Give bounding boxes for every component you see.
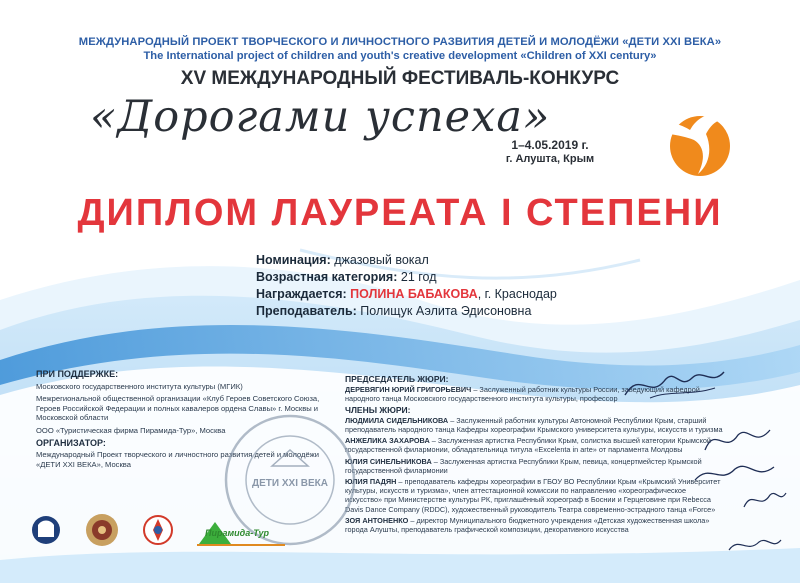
support-item: Московского государственного института культуры (МГИК): [36, 381, 243, 391]
age-label: Возрастная категория:: [256, 270, 398, 284]
age-value: 21 год: [400, 270, 437, 284]
support-heading: ПРИ ПОДДЕРЖКЕ:: [36, 369, 119, 379]
emblem-logo: [144, 516, 172, 544]
jury-member: [345, 436, 725, 454]
heroes-club-logo: [86, 514, 118, 546]
stamp-text: ДЕТИ XXI ВЕКА: [252, 478, 328, 489]
nomination-label: Номинация:: [256, 253, 331, 267]
signature-member: [740, 485, 790, 515]
awardee-name: ПОЛИНА БАБАКОВА: [350, 287, 478, 301]
awardee-city: , г. Краснодар: [477, 287, 557, 301]
jury-member: [345, 457, 725, 475]
jury-member-name: ЗОЯ АНТОНЕНКО: [345, 515, 409, 525]
jury-member: [345, 477, 725, 514]
organizer-heading: ОРГАНИЗАТОР:: [36, 437, 106, 448]
support-item: ООО «Туристическая фирма Пирамида-Тур», Москва: [36, 425, 226, 435]
teacher-value: Полищук Аэлита Эдисоновна: [360, 304, 532, 318]
awardee-row: [256, 286, 696, 303]
nomination-row: [256, 252, 696, 269]
teacher-row: [256, 303, 696, 320]
jury-chair-name: ДЕРЕВЯГИН ЮРИЙ ГРИГОРЬЕВИЧ: [345, 385, 472, 395]
piramida-tur-label: Пирамида-Тур: [205, 528, 269, 538]
jury-member-name: ЮЛИЯ СИНЕЛЬНИКОВА: [345, 456, 432, 466]
festival-date: 1–4.05.2019 г.: [511, 138, 589, 152]
signature-member: [725, 530, 785, 560]
age-row: [256, 269, 696, 286]
festival-title: XV МЕЖДУНАРОДНЫЙ ФЕСТИВАЛЬ-КОНКУРС: [180, 68, 620, 89]
project-title-ru: МЕЖДУНАРОДНЫЙ ПРОЕКТ ТВОРЧЕСКОГО И ЛИЧНОСТНОГО РАЗВИТИЯ ДЕТЕЙ И МОЛОДЁЖИ «ДЕТИ XXI ВЕКА»: [78, 36, 722, 48]
jury-member-desc: – Заслуженный работник культуры Автономной Республики Крым, старший преподаватель народного танца Кафедры хореографии Крымского университета культуры, искусств и туризма: [345, 415, 723, 435]
jury-member-desc: – преподаватель кафедры хореографии в ГБОУ ВО Республики Крым «Крымский Университет культуры, искусств и туризма», член аттестационной комиссии по направлению «хореографическое искусство» при Министерстве культуры РК, приглашённый хореограф в Боснии и Герцеговине при Rebecca Davis Dance Company (RDDC), художественный руководитель Театра современно-эстрадного танца «Force»: [345, 477, 721, 514]
project-title-en: The International project of children and youth's creative development «Children of XXI century»: [143, 50, 657, 62]
festival-place: г. Алушта, Крым: [505, 153, 595, 165]
jury-members-heading: ЧЛЕНЫ ЖЮРИ:: [345, 404, 411, 415]
teacher-label: Преподаватель:: [256, 304, 357, 318]
nomination-value: джазовый вокал: [334, 253, 429, 267]
festival-name: «Дорогами успеха»: [90, 92, 551, 142]
support-item: Межрегиональной общественной организации «Клуб Героев Советского Союза, Героев Российской Федерации и полных кавалеров ордена Славы» г. Москвы и Московской области: [36, 394, 320, 423]
jury-member-desc: – директор Муниципального бюджетного учреждения «Детская художественная школа» города Алушты, преподаватель графической композиции, декоративного искусства: [345, 515, 710, 535]
diploma-title: ДИПЛОМ ЛАУРЕАТА I СТЕПЕНИ: [77, 192, 723, 234]
festival-bird-logo: [594, 88, 754, 198]
organizer-text: Международный Проект творческого и личностного развития детей и молодёжи «ДЕТИ XXI ВЕКА», Москва: [36, 450, 319, 469]
signature-member: [700, 420, 780, 460]
mgik-logo: [32, 516, 60, 544]
jury-chair-heading: ПРЕДСЕДАТЕЛЬ ЖЮРИ:: [345, 374, 449, 384]
signature-chair: [620, 360, 730, 410]
piramida-tur-logo: [195, 518, 287, 548]
award-details: [256, 252, 696, 320]
jury-chair-desc: – Заслуженный работник культуры России, заведующий кафедрой народного танца Московского государственного института культуры, профессор: [345, 385, 700, 404]
jury-member-name: АНЖЕЛИКА ЗАХАРОВА: [345, 436, 430, 446]
awardee-label: Награждается:: [256, 287, 347, 301]
jury-member: [345, 516, 725, 534]
jury-member: [345, 416, 725, 434]
jury-member-desc: – Заслуженная артистка Республики Крым, певица, концертмейстер Крымской государственной филармонии: [345, 456, 702, 475]
jury-member-name: ЛЮДМИЛА СИДЕЛЬНИКОВА: [345, 415, 449, 425]
jury-member-name: ЮЛИЯ ПАДЯН: [345, 477, 397, 487]
jury-member-desc: – Заслуженная артистка Республики Крым, солистка высшей категории Крымской государственной филармонии, обладательница титула «Excelenta in arte» от парламента Молдовы: [345, 436, 711, 455]
